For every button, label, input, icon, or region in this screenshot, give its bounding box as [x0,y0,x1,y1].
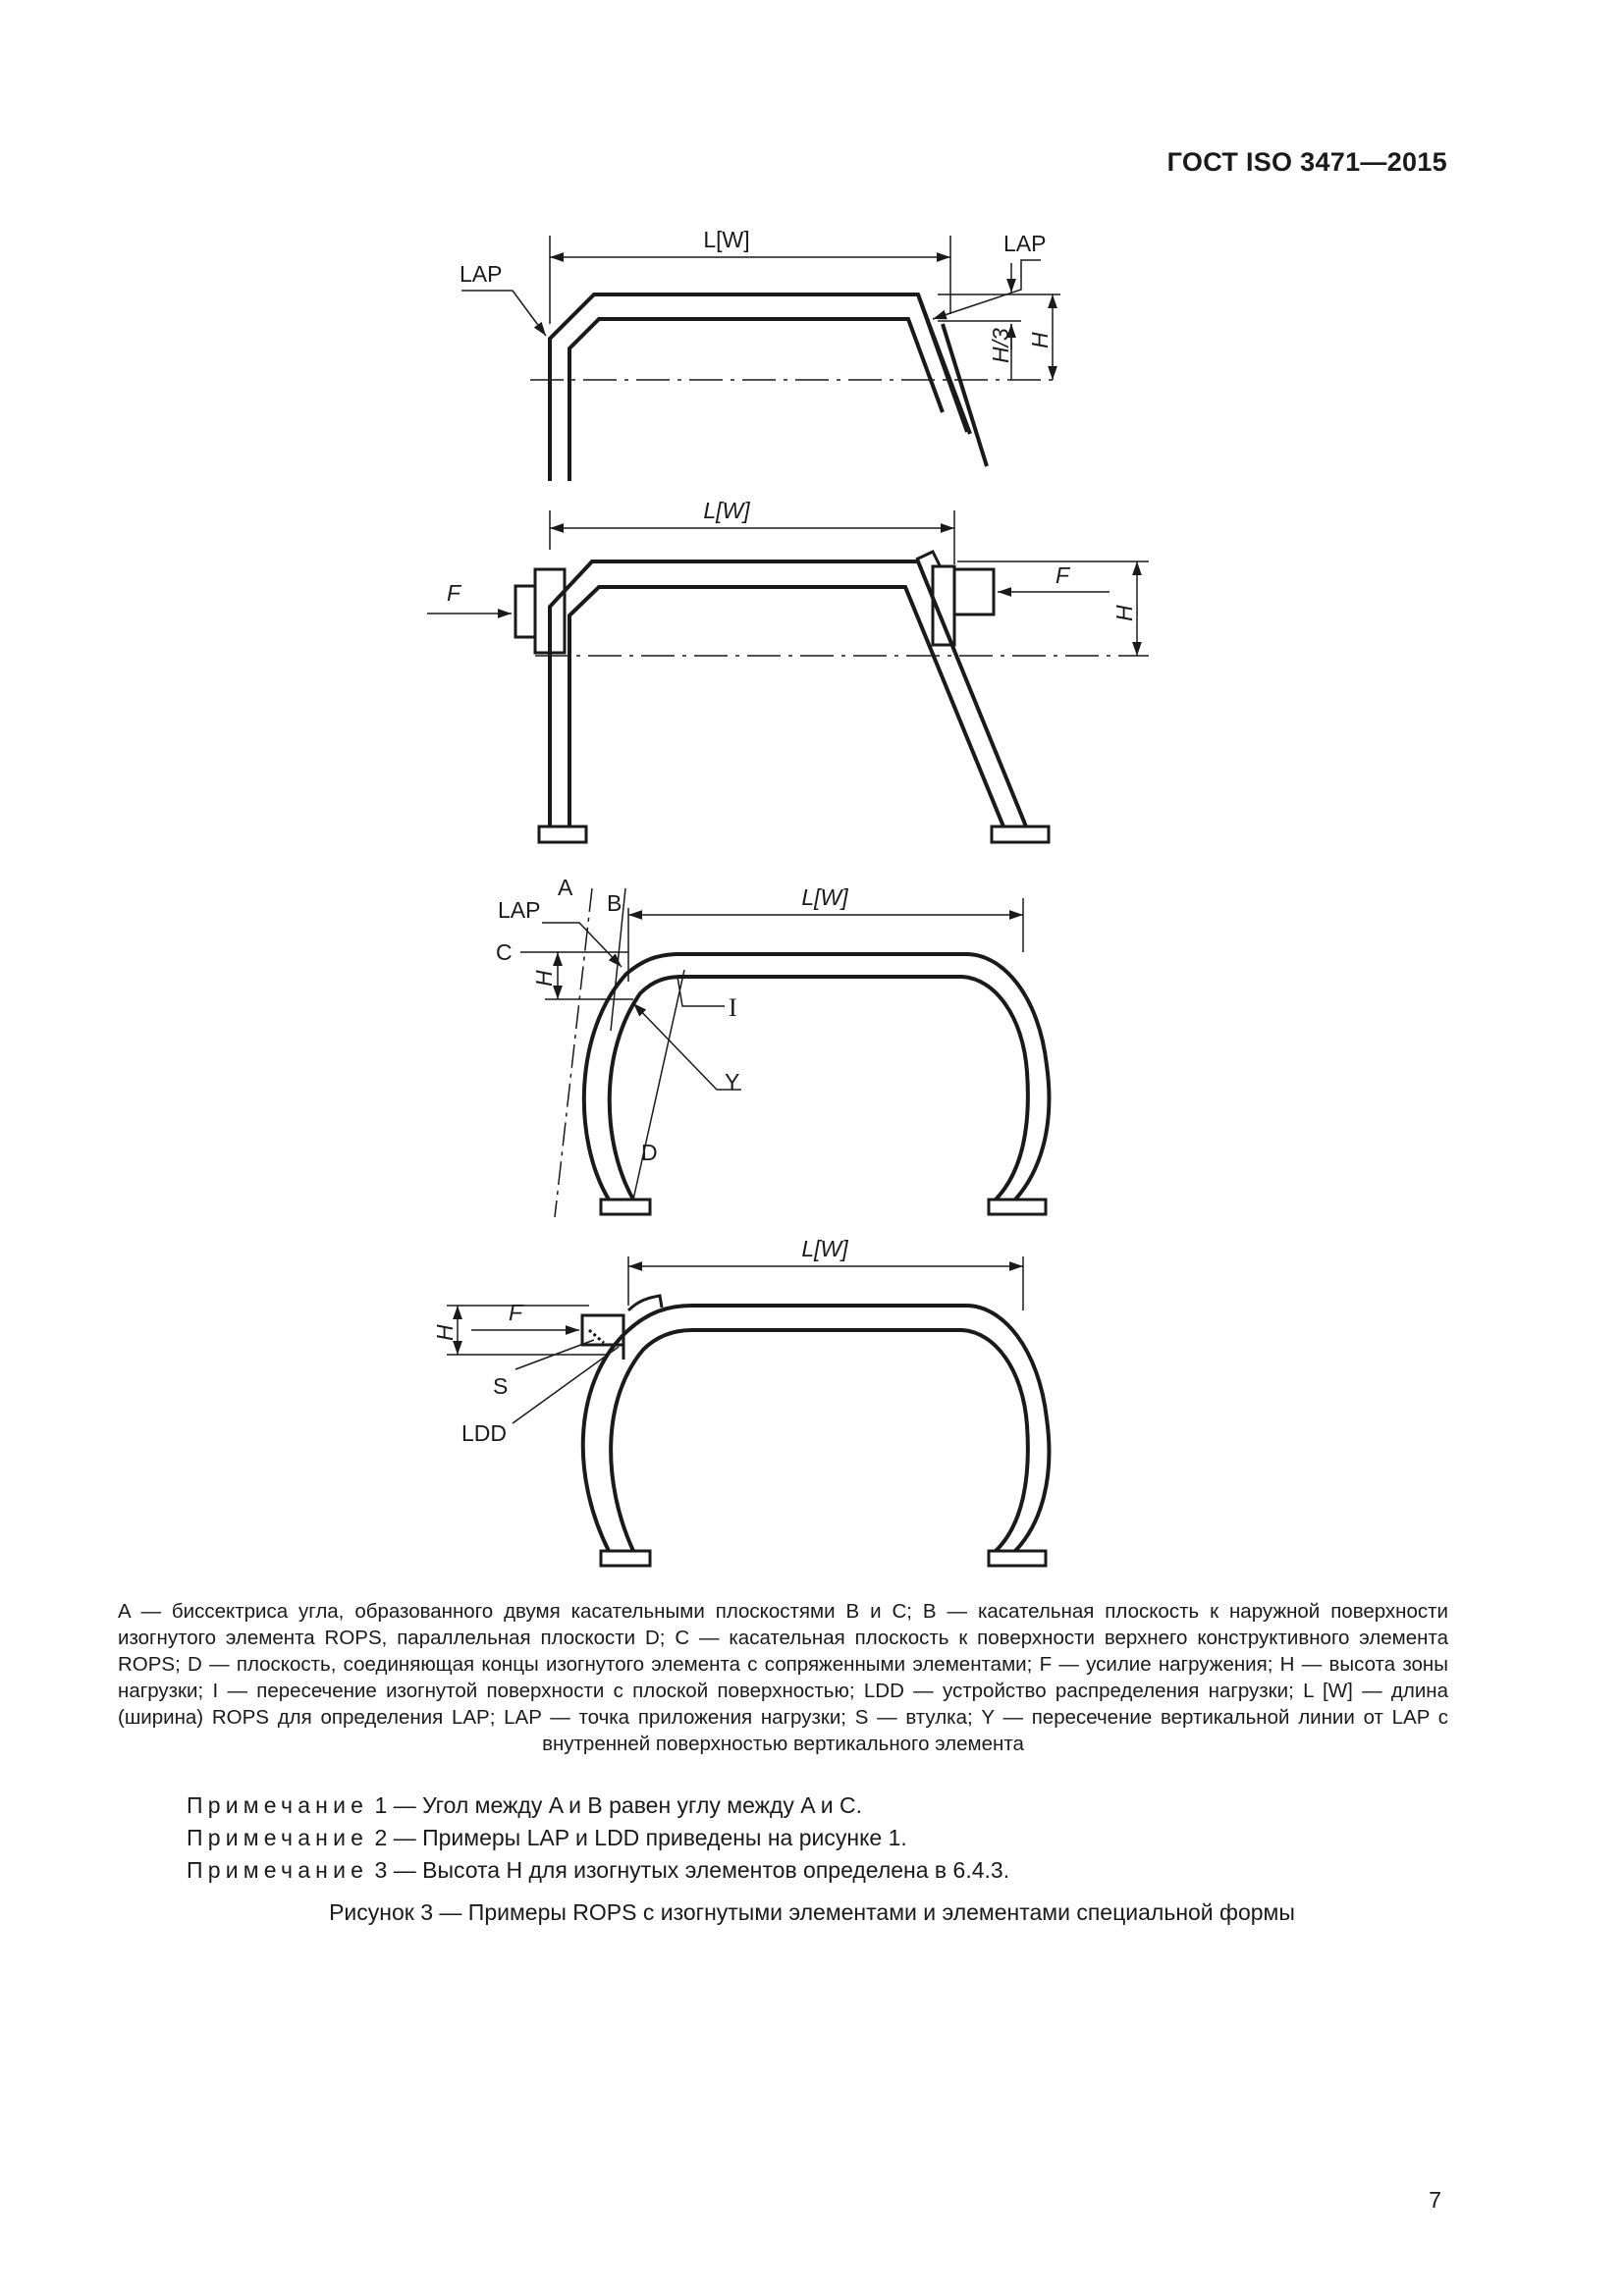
d4-ldd-label: LDD [461,1420,508,1446]
d4-lw-label: L[W] [801,1236,848,1261]
d3-c-label: C [496,939,513,965]
d2-f-right-label: F [1056,562,1070,588]
page-number: 7 [1429,2187,1441,2213]
d3-lw-label: L[W] [801,884,848,910]
note-text: 1 — Угол между A и B равен углу между A и C. [374,1792,862,1818]
note-1 [187,1789,1009,1822]
d4-s-label: S [493,1373,509,1399]
d2-f-left-label: F [447,580,461,606]
note-2 [187,1822,1009,1854]
d3-a-label: A [558,875,573,900]
d3-i-label: I [729,993,737,1022]
d3-y-label: Y [725,1069,740,1095]
d4-h-label: H [432,1324,458,1341]
notes-block [187,1789,1009,1887]
figure-legend: A — биссектриса угла, образованного двумя касательными плоскостями B и C; B — касательная плоскость к наружной поверхности изогнутого элемента ROPS, параллельная плоскости D; C — касательная плоскость к поверхности верхнего конструктивного элемента ROPS; D — плоскость, соединяющая концы изогнутого элемента с сопряженными элементами; F — усилие нагружения; H — высота зоны нагрузки; I — пересечение изогнутой поверхности с плоской поверхностью; LDD — устройство распределения нагрузки; L [W] — длина (ширина) ROPS для определения LAP; LAP — точка приложения нагрузки; S — втулка; Y — пересечение вертикальной линии от LAP с внутренней поверхностью вертикального элемента [118,1600,1448,1755]
document-header: ГОСТ ISO 3471—2015 [1166,147,1447,177]
d3-d-label: D [641,1140,658,1165]
d3-b-label: B [607,890,623,916]
d2-lw-label: L[W] [703,498,750,523]
note-text: 2 — Примеры LAP и LDD приведены на рисунке 1. [374,1825,907,1850]
d4-f-label: F [509,1300,523,1325]
d1-lap-right-label: LAP [1003,231,1047,256]
d1-lap-left-label: LAP [460,261,503,287]
note-prefix: Примечание [187,1857,369,1883]
drawing-4 [447,1256,1049,1566]
drawing-3 [520,888,1049,1217]
note-prefix: Примечание [187,1792,369,1818]
note-text: 3 — Высота H для изогнутых элементов определена в 6.4.3. [374,1857,1010,1883]
d1-lw-label: L[W] [703,227,750,252]
d1-h-label: H [1027,332,1053,348]
d3-h-label: H [531,970,557,987]
drawing-2 [427,510,1149,842]
drawing-1 [461,236,1060,481]
d1-h3-label: H/3 [988,328,1013,363]
note-prefix: Примечание [187,1825,369,1850]
d2-h-label: H [1111,605,1137,621]
figure-caption: Рисунок 3 — Примеры ROPS с изогнутыми элементами и элементами специальной формы [329,1899,1295,1925]
d3-lap-label: LAP [498,897,541,923]
note-3 [187,1854,1009,1887]
